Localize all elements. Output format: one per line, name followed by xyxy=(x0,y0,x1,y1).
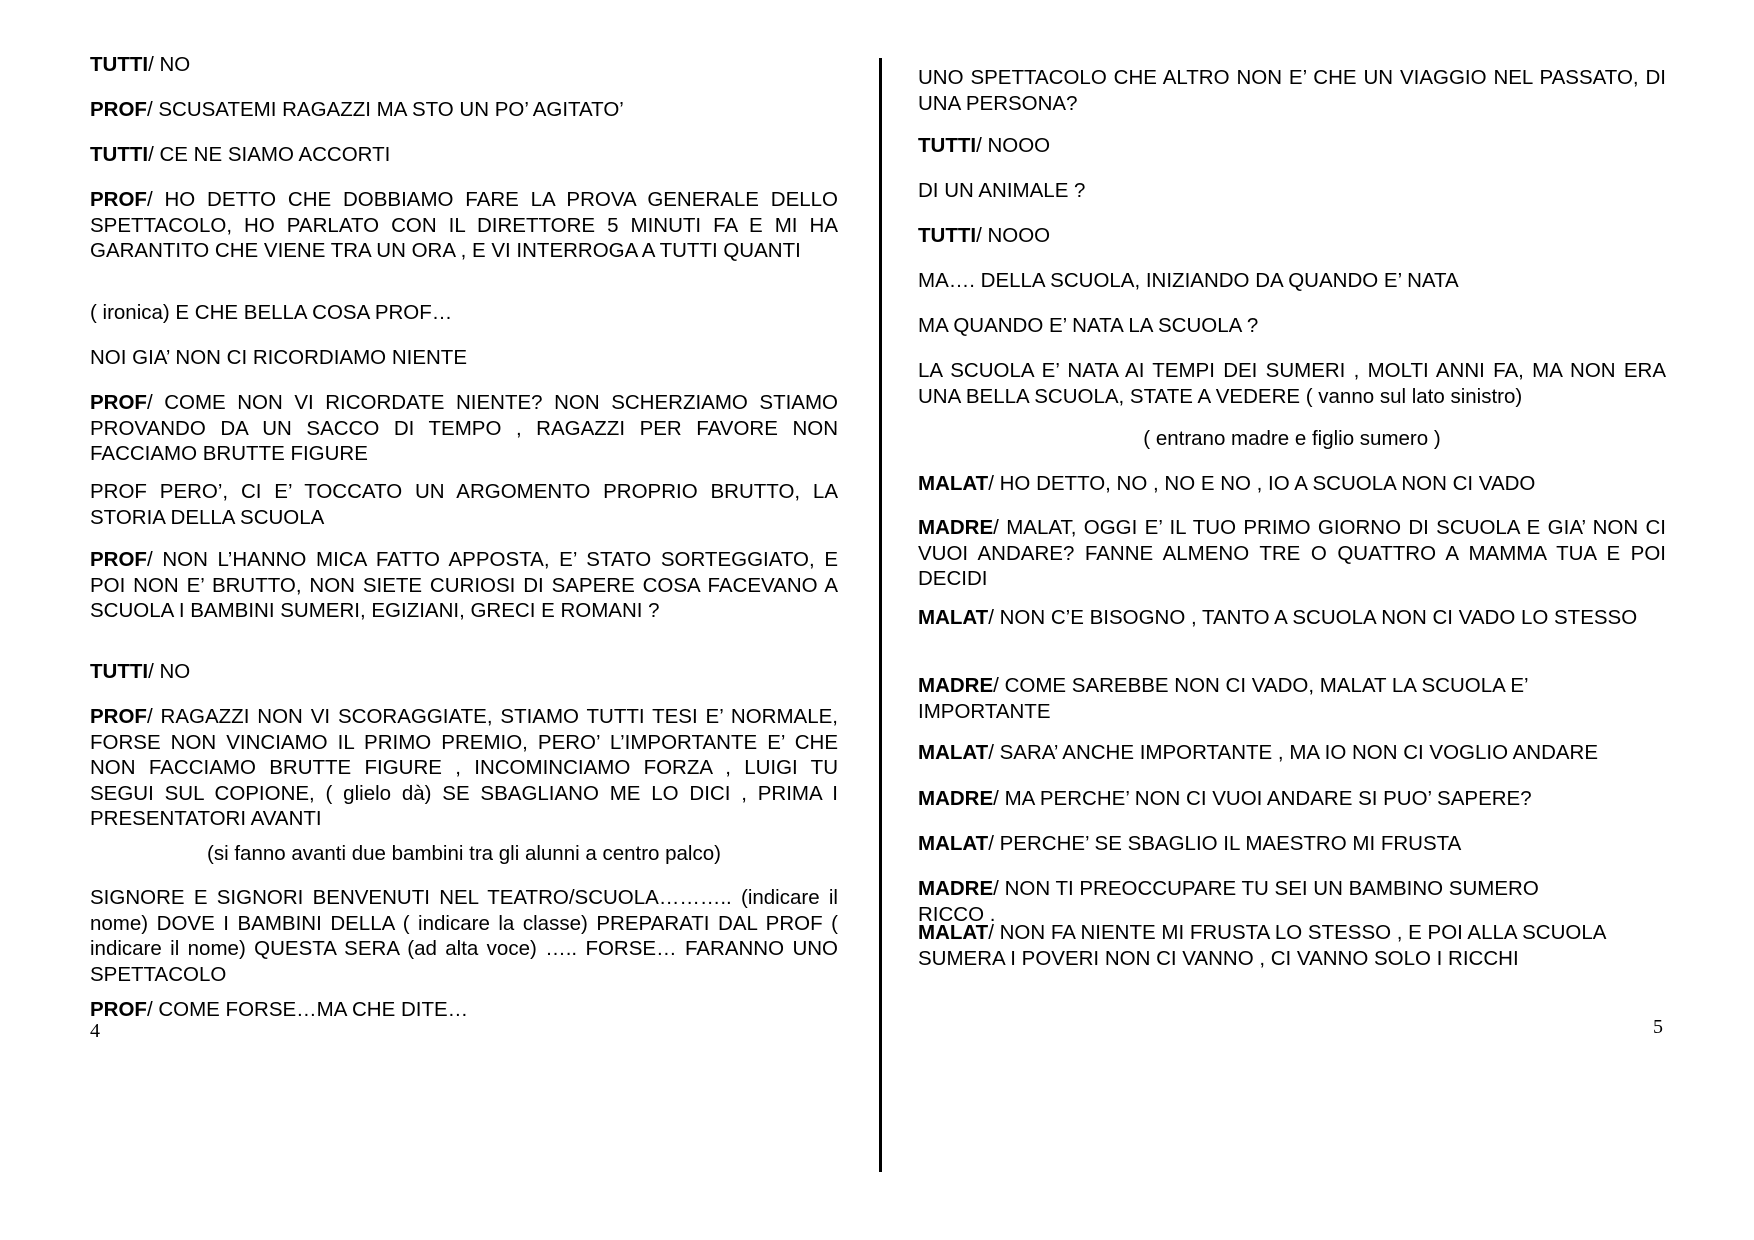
line-text: MA PERCHE’ NON CI VUOI ANDARE SI PUO’ SAPERE? xyxy=(998,787,1532,810)
line-text: SIGNORE E SIGNORI BENVENUTI NEL TEATRO/SCUOLA……….. (indicare il nome) DOVE I BAMBINI DELLA ( indicare la classe) PREPARATI DAL PROF ( indicare il nome) QUESTA SERA (ad alta voce) ….. FORSE… FARANNO UNO SPETTACOLO xyxy=(90,886,838,986)
speaker-name: TUTTI xyxy=(918,224,977,247)
line-text: HO DETTO, NO , NO E NO , IO A SCUOLA NON CI VADO xyxy=(993,472,1536,495)
line-text: MA QUANDO E’ NATA LA SCUOLA ? xyxy=(918,314,1259,337)
speaker-name: TUTTI xyxy=(918,134,977,157)
script-line: TUTTI/ NO xyxy=(90,660,191,683)
script-line xyxy=(90,479,838,530)
line-text: COME NON VI RICORDATE NIENTE? NON SCHERZIAMO STIAMO PROVANDO DA UN SACCO DI TEMPO , RAGAZZI PER FAVORE NON FACCIAMO BRUTTE FIGURE xyxy=(90,391,838,465)
stage-direction xyxy=(918,426,1666,452)
script-line: TUTTI/ CE NE SIAMO ACCORTI xyxy=(90,143,391,166)
line-text: COME SAREBBE NON CI VADO, MALAT LA SCUOLA E’ IMPORTANTE xyxy=(918,674,1528,723)
script-line: PROF/ COME FORSE…MA CHE DITE… xyxy=(90,998,469,1021)
speaker-name: MALAT xyxy=(918,606,989,629)
speaker-name: MALAT xyxy=(918,921,989,944)
page-divider xyxy=(879,58,882,1172)
line-text: NOI GIA’ NON CI RICORDIAMO NIENTE xyxy=(90,346,467,369)
script-line: PROF/ HO DETTO CHE DOBBIAMO FARE LA PROVA GENERALE DELLO SPETTACOLO, HO PARLATO CON IL DIRETTORE 5 MINUTI FA E MI HA GARANTITO CHE VIENE TRA UN ORA , E VI INTERROGA A TUTTI QUANTI xyxy=(90,188,838,262)
page-number: 4 xyxy=(90,1020,100,1042)
script-line: TUTTI/ NO xyxy=(90,53,191,76)
line-text: NOOO xyxy=(981,134,1051,157)
page-number: 5 xyxy=(1653,1016,1663,1038)
line-text: NON C’E BISOGNO , TANTO A SCUOLA NON CI VADO LO STESSO xyxy=(993,606,1638,629)
line-text: ( entrano madre e figlio sumero ) xyxy=(1143,427,1441,450)
line-text: HO DETTO CHE DOBBIAMO FARE LA PROVA GENERALE DELLO SPETTACOLO, HO PARLATO CON IL DIRETTORE 5 MINUTI FA E MI HA GARANTITO CHE VIENE TRA UN ORA , E VI INTERROGA A TUTTI QUANTI xyxy=(90,188,838,262)
line-text: LA SCUOLA E’ NATA AI TEMPI DEI SUMERI , MOLTI ANNI FA, MA NON ERA UNA BELLA SCUOLA, STATE A VEDERE ( vanno sul lato sinistro) xyxy=(918,359,1666,408)
script-line: MALAT/ NON C’E BISOGNO , TANTO A SCUOLA NON CI VADO LO STESSO xyxy=(918,606,1638,629)
script-line: MADRE/ MALAT, OGGI E’ IL TUO PRIMO GIORNO DI SCUOLA E GIA’ NON CI VUOI ANDARE? FANNE ALMENO TRE O QUATTRO A MAMMA TUA E POI DECIDI xyxy=(918,516,1666,590)
speaker-name: TUTTI xyxy=(90,660,149,683)
speaker-name: TUTTI xyxy=(90,143,149,166)
script-line: MALAT/ PERCHE’ SE SBAGLIO IL MAESTRO MI FRUSTA xyxy=(918,832,1462,855)
script-line xyxy=(918,358,1666,409)
line-text: (si fanno avanti due bambini tra gli alunni a centro palco) xyxy=(207,842,721,865)
speaker-name: MADRE xyxy=(918,516,994,539)
script-line xyxy=(918,65,1666,116)
script-line: MADRE/ MA PERCHE’ NON CI VUOI ANDARE SI PUO’ SAPERE? xyxy=(918,787,1532,810)
line-text: NON FA NIENTE MI FRUSTA LO STESSO , E POI ALLA SCUOLA SUMERA I POVERI NON CI VANNO , CI VANNO SOLO I RICCHI xyxy=(918,921,1606,970)
line-text: MALAT, OGGI E’ IL TUO PRIMO GIORNO DI SCUOLA E GIA’ NON CI VUOI ANDARE? FANNE ALMENO TRE O QUATTRO A MAMMA TUA E POI DECIDI xyxy=(918,516,1666,590)
line-text: CE NE SIAMO ACCORTI xyxy=(153,143,391,166)
script-line: MADRE/ NON TI PREOCCUPARE TU SEI UN BAMBINO SUMERO RICCO . xyxy=(918,877,1539,926)
line-text: NON L’HANNO MICA FATTO APPOSTA, E’ STATO SORTEGGIATO, E POI NON E’ BRUTTO, NON SIETE CURIOSI DI SAPERE COSA FACEVANO A SCUOLA I BAMBINI SUMERI, EGIZIANI, GRECI E ROMANI ? xyxy=(90,548,838,622)
script-line: MALAT/ HO DETTO, NO , NO E NO , IO A SCUOLA NON CI VADO xyxy=(918,472,1536,495)
speaker-name: PROF xyxy=(90,188,147,211)
speaker-name: MADRE xyxy=(918,674,994,697)
speaker-name: MADRE xyxy=(918,877,994,900)
script-line xyxy=(918,178,1666,204)
script-line: PROF/ NON L’HANNO MICA FATTO APPOSTA, E’ STATO SORTEGGIATO, E POI NON E’ BRUTTO, NON SIETE CURIOSI DI SAPERE COSA FACEVANO A SCUOLA I BAMBINI SUMERI, EGIZIANI, GRECI E ROMANI ? xyxy=(90,548,838,622)
line-text: SARA’ ANCHE IMPORTANTE , MA IO NON CI VOGLIO ANDARE xyxy=(993,741,1599,764)
line-text: MA…. DELLA SCUOLA, INIZIANDO DA QUANDO E’ NATA xyxy=(918,269,1459,292)
line-text: COME FORSE…MA CHE DITE… xyxy=(152,998,469,1021)
line-text: NOOO xyxy=(981,224,1051,247)
speaker-name: PROF xyxy=(90,705,147,728)
script-line: PROF/ RAGAZZI NON VI SCORAGGIATE, STIAMO TUTTI TESI E’ NORMALE, FORSE NON VINCIAMO IL PRIMO PREMIO, PERO’ L’IMPORTANTE E’ CHE NON FACCIAMO BRUTTE FIGURE , INCOMINCIAMO FORZA , LUIGI TU SEGUI SUL COPIONE, ( glielo dà) SE SBAGLIANO ME LO DICI , PRIMA I PRESENTATORI AVANTI xyxy=(90,705,838,830)
script-line xyxy=(918,313,1666,339)
script-line xyxy=(918,268,1666,294)
script-line: TUTTI/ NOOO xyxy=(918,224,1051,247)
line-text: RAGAZZI NON VI SCORAGGIATE, STIAMO TUTTI TESI E’ NORMALE, FORSE NON VINCIAMO IL PRIMO PREMIO, PERO’ L’IMPORTANTE E’ CHE NON FACCIAMO BRUTTE FIGURE , INCOMINCIAMO FORZA , LUIGI TU SEGUI SUL COPIONE, ( glielo dà) SE SBAGLIANO ME LO DICI , PRIMA I PRESENTATORI AVANTI xyxy=(90,705,838,830)
speaker-name: MADRE xyxy=(918,787,994,810)
script-line xyxy=(90,885,838,987)
speaker-name: PROF xyxy=(90,391,147,414)
stage-direction xyxy=(90,841,838,867)
script-line xyxy=(90,345,838,371)
speaker-name: MALAT xyxy=(918,741,989,764)
script-line: PROF/ COME NON VI RICORDATE NIENTE? NON SCHERZIAMO STIAMO PROVANDO DA UN SACCO DI TEMPO , RAGAZZI PER FAVORE NON FACCIAMO BRUTTE FIGURE xyxy=(90,391,838,465)
script-line: MADRE/ COME SAREBBE NON CI VADO, MALAT LA SCUOLA E’ IMPORTANTE xyxy=(918,674,1528,723)
speaker-name: MALAT xyxy=(918,472,989,495)
line-text: ( ironica) E CHE BELLA COSA PROF… xyxy=(90,301,453,324)
speaker-name: MALAT xyxy=(918,832,989,855)
line-text: DI UN ANIMALE ? xyxy=(918,179,1086,202)
script-line: PROF/ SCUSATEMI RAGAZZI MA STO UN PO’ AGITATO’ xyxy=(90,98,624,121)
line-text: PROF PERO’, CI E’ TOCCATO UN ARGOMENTO PROPRIO BRUTTO, LA STORIA DELLA SCUOLA xyxy=(90,480,838,529)
line-text: SCUSATEMI RAGAZZI MA STO UN PO’ AGITATO’ xyxy=(152,98,624,121)
speaker-name: PROF xyxy=(90,548,147,571)
script-line: MALAT/ NON FA NIENTE MI FRUSTA LO STESSO , E POI ALLA SCUOLA SUMERA I POVERI NON CI VANNO , CI VANNO SOLO I RICCHI xyxy=(918,921,1606,970)
line-text: NO xyxy=(153,660,191,683)
line-text: PERCHE’ SE SBAGLIO IL MAESTRO MI FRUSTA xyxy=(993,832,1462,855)
line-text: UNO SPETTACOLO CHE ALTRO NON E’ CHE UN VIAGGIO NEL PASSATO, DI UNA PERSONA? xyxy=(918,66,1666,115)
line-text: NON TI PREOCCUPARE TU SEI UN BAMBINO SUMERO RICCO . xyxy=(918,877,1539,926)
line-text: NO xyxy=(153,53,191,76)
speaker-name: TUTTI xyxy=(90,53,149,76)
script-line: MALAT/ SARA’ ANCHE IMPORTANTE , MA IO NON CI VOGLIO ANDARE xyxy=(918,741,1599,764)
stage-direction xyxy=(90,300,838,326)
speaker-name: PROF xyxy=(90,98,147,121)
script-line: TUTTI/ NOOO xyxy=(918,134,1051,157)
speaker-name: PROF xyxy=(90,998,147,1021)
